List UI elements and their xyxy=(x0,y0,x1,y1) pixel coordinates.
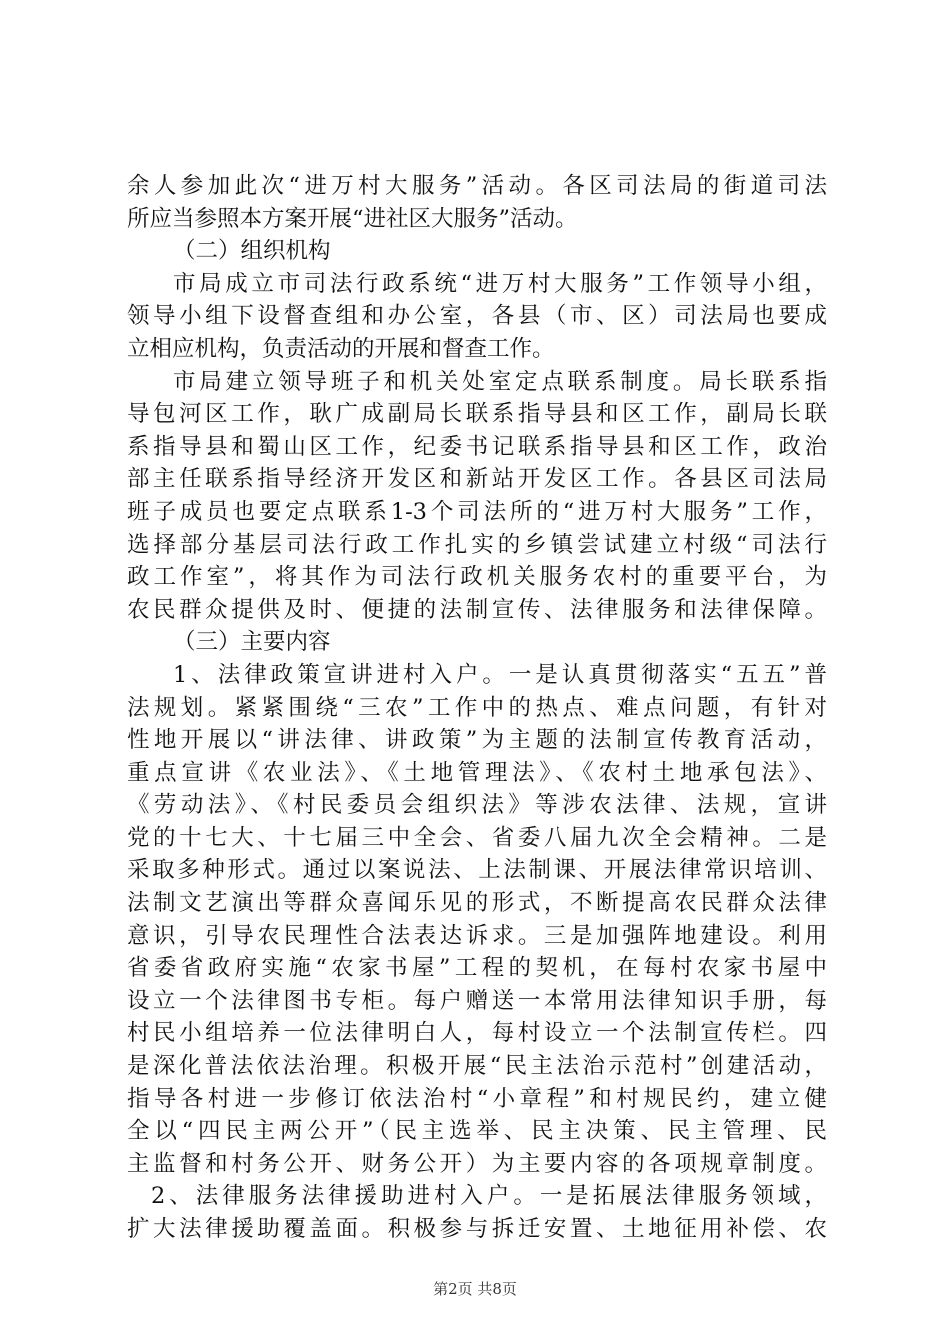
text-line: 所应当参照本方案开展“进社区大服务”活动。 xyxy=(127,205,578,232)
text-line: 班子成员也要定点联系1-3个司法所的“进万村大服务”工作， xyxy=(127,498,827,525)
text-line: 领导小组下设督查组和办公室，各县（市、区）司法局也要成 xyxy=(127,303,827,330)
text-line: （二）组织机构 xyxy=(173,238,331,265)
text-line: 政工作室”，将其作为司法行政机关服务农村的重要平台，为 xyxy=(127,564,827,591)
text-line: 部主任联系指导经济开发区和新站开发区工作。各县区司法局 xyxy=(127,466,827,493)
text-line: 《劳动法》、《村民委员会组织法》等涉农法律、法规，宣讲 xyxy=(127,792,827,819)
text-line: 是深化普法依法治理。积极开展“民主法治示范村”创建活动， xyxy=(127,1053,827,1080)
text-line: 1、法律政策宣讲进村入户。一是认真贯彻落实“五五”普 xyxy=(173,661,827,688)
text-line: 导包河区工作，耿广成副局长联系指导县和区工作，副局长联 xyxy=(127,401,827,428)
text-line: 法规划。紧紧围绕“三农”工作中的热点、难点问题，有针对 xyxy=(127,694,827,721)
text-line: 采取多种形式。通过以案说法、上法制课、开展法律常识培训、 xyxy=(127,857,827,884)
text-line: 指导各村进一步修订依法治村“小章程”和村规民约，建立健 xyxy=(127,1085,827,1112)
text-line: 2、法律服务法律援助进村入户。一是拓展法律服务领域， xyxy=(151,1183,827,1210)
document-body xyxy=(127,170,827,1246)
text-line: 主监督和村务公开、财务公开）为主要内容的各项规章制度。 xyxy=(127,1150,827,1177)
text-line: 意识，引导农民理性合法表达诉求。三是加强阵地建设。利用 xyxy=(127,922,827,949)
text-line: 重点宣讲《农业法》、《土地管理法》、《农村土地承包法》、 xyxy=(127,759,827,786)
text-line: 设立一个法律图书专柜。每户赠送一本常用法律知识手册，每 xyxy=(127,987,827,1014)
text-line: 村民小组培养一位法律明白人，每村设立一个法制宣传栏。四 xyxy=(127,1020,827,1047)
text-line: 农民群众提供及时、便捷的法制宣传、法律服务和法律保障。 xyxy=(127,596,827,623)
text-line: 选择部分基层司法行政工作扎实的乡镇尝试建立村级“司法行 xyxy=(127,531,827,558)
text-line: 市局成立市司法行政系统“进万村大服务”工作领导小组， xyxy=(173,270,827,297)
text-line: 法制文艺演出等群众喜闻乐见的形式，不断提高农民群众法律 xyxy=(127,890,827,917)
text-line: 全以“四民主两公开”（民主选举、民主决策、民主管理、民 xyxy=(127,1118,827,1145)
text-line: 党的十七大、十七届三中全会、省委八届九次全会精神。二是 xyxy=(127,824,827,851)
text-line: 市局建立领导班子和机关处室定点联系制度。局长联系指 xyxy=(173,368,827,395)
text-line: 省委省政府实施“农家书屋”工程的契机，在每村农家书屋中 xyxy=(127,955,827,982)
text-line: 立相应机构，负责活动的开展和督查工作。 xyxy=(127,335,555,362)
page-footer: 第2页 共8页 xyxy=(433,1280,517,1298)
text-line: 余人参加此次“进万村大服务”活动。各区司法局的街道司法 xyxy=(127,173,827,199)
text-line: 扩大法律援助覆盖面。积极参与拆迁安置、土地征用补偿、农 xyxy=(127,1216,827,1242)
text-line: 性地开展以“讲法律、讲政策”为主题的法制宣传教育活动， xyxy=(127,727,827,754)
text-line: 系指导县和蜀山区工作，纪委书记联系指导县和区工作，政治 xyxy=(127,433,827,460)
text-line: （三）主要内容 xyxy=(173,629,331,656)
